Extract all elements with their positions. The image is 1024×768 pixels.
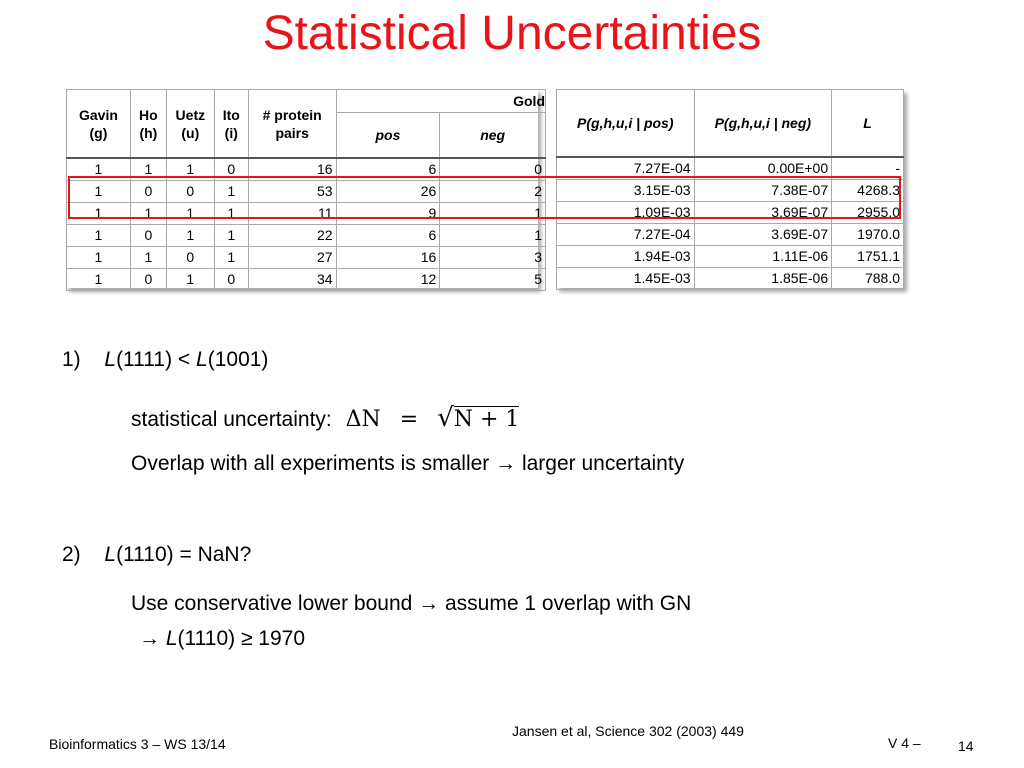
table-cell: 5 [440,269,546,291]
table-cell: 12 [336,269,440,291]
table-cell: 1 [130,247,166,269]
table-row [557,268,904,290]
table-cell: 3.15E-03 [557,180,695,202]
table-cell: 1 [67,203,131,225]
table-cell: 0 [214,269,248,291]
formula-eq: = [399,407,419,432]
item1-l2: L [196,348,208,371]
table-cell: 1 [214,181,248,203]
table-cell: 1 [166,225,214,247]
table-cell: 11 [248,203,336,225]
table-cell: 53 [248,181,336,203]
table-cell: 0 [440,158,546,181]
item2-number: 2) [62,543,81,566]
table-cell: 0 [214,158,248,181]
item1-l1: L [104,348,117,371]
item2-l1: L [104,543,117,566]
col-header-pos: pos [336,113,440,159]
table-cell: 6 [336,225,440,247]
table-cell: 1 [166,269,214,291]
table-cell: 1 [214,247,248,269]
section-footer: V 4 – [888,735,921,751]
item1-t2: (1001) [207,348,269,371]
table-cell: 7.27E-04 [557,157,695,180]
table-row [67,247,546,269]
course-footer: Bioinformatics 3 – WS 13/14 [49,736,226,752]
table-cell: 3.69E-07 [694,202,832,224]
slide-title: Statistical Uncertainties [262,7,762,60]
table-cell: 3.69E-07 [694,224,832,246]
item1-t1: (1111) < [116,348,197,371]
table-cell: 16 [336,247,440,269]
highlight-box [68,176,901,219]
table-cell: 22 [248,225,336,247]
table-cell: 1 [166,158,214,181]
table-cell: 27 [248,247,336,269]
table-row [557,246,904,268]
table-cell: 1 [440,225,546,247]
result-t: (1110) ≥ 1970 [177,627,306,650]
table-cell: 1 [67,158,131,181]
result-l: L [165,627,178,650]
col-header-ito: Ito (i) [214,90,248,159]
table-cell: 0.00E+00 [694,157,832,180]
table-cell: 788.0 [832,268,904,290]
table-cell: - [832,157,904,180]
formula-delta: ΔN [345,407,381,432]
stat-label: statistical uncertainty: [131,408,332,431]
result-line [139,627,305,651]
table-cell: 1.94E-03 [557,246,695,268]
table-row [67,269,546,291]
table-cell: 1 [440,203,546,225]
table-cell: 0 [130,269,166,291]
table-cell: 1 [166,203,214,225]
col-header-p-pos: P(g,h,u,i | pos) [557,90,695,158]
table-row [557,224,904,246]
table-cell: 0 [166,181,214,203]
col-header-l: L [832,90,904,158]
table-cell: 0 [130,181,166,203]
item2-line [62,543,251,567]
sqrt-icon: √ [437,403,454,433]
table-cell: 6 [336,158,440,181]
table-row [67,225,546,247]
result-arrow: → [139,627,166,650]
col-header-neg: neg [440,113,546,159]
table-cell: 1 [214,203,248,225]
formula-rhs: N + 1 [453,407,520,432]
table-cell: 1751.1 [832,246,904,268]
col-header-uetz: Uetz (u) [166,90,214,159]
table-cell: 4268.3 [832,180,904,202]
table-cell: 0 [130,225,166,247]
citation: Jansen et al, Science 302 (2003) 449 [512,723,744,739]
table-cell: 1.85E-06 [694,268,832,290]
table-cell: 2 [440,181,546,203]
col-header-ho: Ho (h) [130,90,166,159]
table-cell: 26 [336,181,440,203]
table-cell: 1970.0 [832,224,904,246]
col-header-protein-pairs: # protein pairs [248,90,336,159]
table-cell: 1 [67,225,131,247]
table-cell: 1 [67,181,131,203]
conservative-line: Use conservative lower bound → assume 1 overlap with GN [131,592,692,615]
item1-line [62,348,268,372]
item1-number: 1) [62,348,81,371]
formula [345,403,520,433]
table-cell: 9 [336,203,440,225]
item2-t1: (1110) = NaN? [116,543,252,566]
table-cell: 1.11E-06 [694,246,832,268]
table-cell: 2955.0 [832,202,904,224]
table-cell: 3 [440,247,546,269]
table-cell: 1 [214,225,248,247]
table-cell: 1 [67,269,131,291]
overlap-line: Overlap with all experiments is smaller → larger uncertainty [131,452,685,475]
page-number: 14 [958,738,974,754]
stat-uncertainty-line [131,403,519,433]
table-cell: 34 [248,269,336,291]
table-cell: 1 [67,247,131,269]
col-header-p-neg: P(g,h,u,i | neg) [694,90,832,158]
col-header-gavin: Gavin (g) [67,90,131,159]
table-cell: 1.45E-03 [557,268,695,290]
table-cell: 1 [130,158,166,181]
table-cell: 7.27E-04 [557,224,695,246]
table-cell: 16 [248,158,336,181]
table-cell: 1.09E-03 [557,202,695,224]
table-cell: 7.38E-07 [694,180,832,202]
table-cell: 0 [166,247,214,269]
table-cell: 1 [130,203,166,225]
col-header-gold: Gold [336,90,545,113]
